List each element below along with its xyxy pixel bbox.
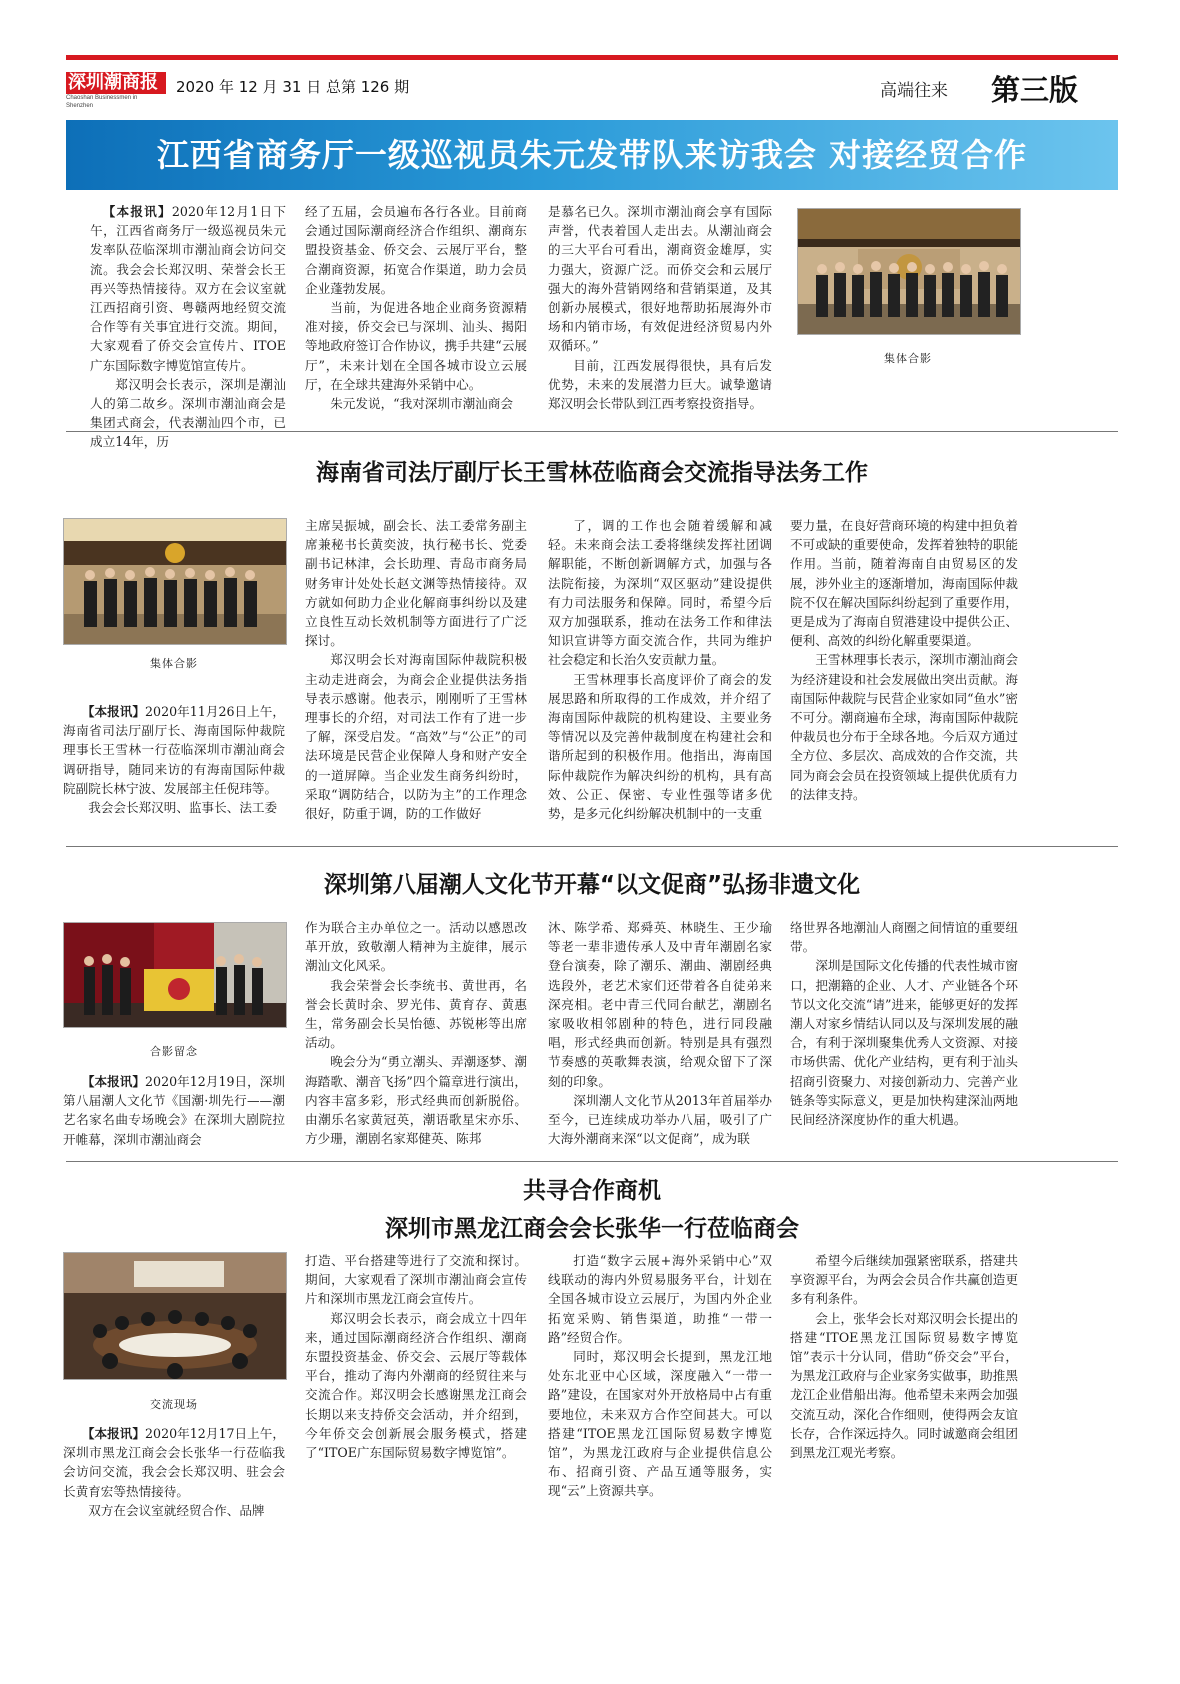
article3-para: 沐、陈学希、郑舜英、林晓生、王少瑜等老一辈非遗传承人及中青年潮剧名家登台演奏，除了潮乐、潮曲、潮剧经典选段外，老艺术家们还带着各自徒弟来深亮相。老中青三代同台献艺，潮剧名家吸收相邻剧种的特色，进行同段融唱，形式经典而创新。特别是具有强烈节奏感的英歌舞表演，给观众留下了深刻的印象。 (548, 920, 772, 1089)
article2-para: 我会会长郑汉明、监事长、法工委 (88, 800, 278, 816)
logo-en: Chaoshan Businessmen in Shenzhen (66, 95, 138, 109)
article3-photo (63, 922, 287, 1028)
article4-para: 同时，郑汉明会长提到，黑龙江地处东北亚中心区域，深度融入“一带一路”建设，在国家对外开放格局中占有重要地位，未来双方合作空间甚大。可以搭建“ITOE黑龙江国际贸易数字博览馆”，为黑龙江政府与企业提供信息公布、招商引资、产品互通等服务，实现“云”上资源共享。 (548, 1349, 772, 1499)
article1-col2 (305, 202, 527, 413)
page-number: 第三版 (991, 73, 1079, 107)
article2-para: 郑汉明会长对海南国际仲裁院积极主动走进商会，为商会企业提供法务指导表示感谢。他表示，刚刚听了王雪林理事长的介绍，对司法工作有了进一步了解，深受启发。“高效”与“公正”的司法环境是民营企业保障人身和财产安全的一道屏障。当企业发生商务纠纷时，采取“调防结合，以防为主”的工作理念很好，防重于调，防的工作做好 (305, 652, 527, 822)
article2-col2 (305, 516, 527, 823)
article1-caption: 集体合影 (884, 352, 932, 365)
article1-para: 朱元发说，“我对深圳市潮汕商会 (330, 396, 513, 412)
article4-para: 双方在会议室就经贸合作、品牌 (88, 1502, 265, 1518)
newspaper-logo (66, 72, 166, 109)
article1-para: 经了五届，会员遍布各行各业。目前商会通过国际潮商经济合作组织、潮商东盟投资基金、侨交会、云展厅平台，整合潮商资源，拓宽合作渠道，助力会员企业蓬勃发展。 (305, 204, 527, 296)
article4-caption: 交流现场 (150, 1398, 198, 1411)
article2-col3 (548, 516, 772, 823)
article2-para: 王雪林理事长高度评价了商会的发展思路和所取得的工作成效，并介绍了海南国际仲裁院的机构建设、主要业务等情况以及完善仲裁制度在构建社会和谐所起到的积极作用。他指出，海南国际仲裁院作为解决纠纷的机构，具有高效、公正、保密、专业性强等诸多优势，是多元化纠纷解决机制中的一支重 (548, 671, 772, 822)
article3-tag: 【本报讯】 (81, 1074, 146, 1089)
article3-para: 我会荣誉会长李统书、黄世再，名誉会长黄时余、罗光伟、黄育存、黄惠生，常务副会长吴怡德、苏锐彬等出席活动。 (305, 977, 527, 1051)
section-name: 高端往来 (880, 81, 948, 101)
article4-para: 郑汉明会长表示，商会成立十四年来，通过国际潮商经济合作组织、潮商东盟投资基金、侨交会、云展厅等载体平台，推动了海内外潮商的经贸往来与交流合作。郑汉明会长感谢黑龙江商会长期以来支持侨交会活动，并介绍到，今年侨交会创新展会服务模式，搭建了“ITOE广东国际贸易数字博览馆”。 (305, 1310, 527, 1461)
article2-para: 要力量，在良好营商环境的构建中担负着不可或缺的重要使命，发挥着独特的职能作用。当前，随着海南自由贸易区的发展，涉外业主的逐渐增加，海南国际仲裁院不仅在解决国际纠纷起到了重要作用，更是成为了海南自贸港建设中提供公正、便利、高效的纠纷化解重要渠道。 (790, 518, 1018, 649)
article3-col4 (790, 918, 1018, 1129)
article2-headline: 海南省司法厅副厅长王雪林莅临商会交流指导法务工作 (316, 460, 868, 486)
article2-tag: 【本报讯】 (81, 704, 146, 719)
article3-para: 2020年12月19日，深圳第八届潮人文化节《国潮·圳先行——潮艺名家名曲专场晚会》在深圳大剧院拉开帷幕，深圳市潮汕商会 (63, 1074, 285, 1147)
article2-para: 王雪林理事长表示，深圳市潮汕商会为经济建设和社会发展做出突出贡献。海南国际仲裁院与民营企业家如同“鱼水”密不可分。潮商遍布全球，海南国际仲裁院仲裁员也分布于全球各地。今后双方通过全方位、多层次、高成效的合作交流，共同为商会会员在投资领域上提供优质有力的法律支持。 (790, 652, 1018, 802)
article3-para: 深圳是国际文化传播的代表性城市窗口，把潮籍的企业、人才、产业链各个环节以文化交流“请”进来，能够更好的发挥潮人对家乡情结认同以及与深圳发展的融合，有利于深圳聚集优秀人文资源、对接市场供需、优化产业结构，更有利于汕头招商引资聚力、对接创新动力、完善产业链条等实际意义，更是加快构建深汕两地民间经济深度协作的重大机遇。 (790, 958, 1018, 1128)
article4-col2 (305, 1251, 527, 1462)
article3-col3 (548, 918, 772, 1148)
article1-tag: 【本报讯】 (102, 204, 172, 219)
divider (66, 846, 1118, 847)
article3-para: 晚会分为“勇立潮头、弄潮逐梦、潮海踏歌、潮音飞扬”四个篇章进行演出，内容丰富多彩，形式经典而创新脱俗。由潮乐名家黄冠英，潮语歌星宋亦乐、方少珊，潮剧名家郑健英、陈邦 (305, 1054, 527, 1147)
article3-headline: 深圳第八届潮人文化节开幕“以文促商”弘扬非遗文化 (323, 872, 861, 898)
article4-para: 希望今后继续加强紧密联系，搭建共享资源平台，为两会会员合作共赢创造更多有利条件。 (790, 1253, 1018, 1307)
divider (66, 1161, 1118, 1162)
article2-col4 (790, 516, 1018, 804)
article2-para: 了，调的工作也会随着缓解和减轻。未来商会法工委将继续发挥社团调解职能，不断创新调解方式，加强与各法院衔接，为深圳“双区驱动”建设提供有力司法服务和保障。同时，希望今后双方加强联系，推动在法务工作和律法知识宣讲等方面交流合作，共同为维护社会稳定和长治久安贡献力量。 (548, 518, 772, 668)
article3-para: 络世界各地潮汕人商圈之间情谊的重要纽带。 (790, 920, 1018, 955)
article4-para: 打造、平台搭建等进行了交流和探讨。期间，大家观看了深圳市潮汕商会宣传片和深圳市黑龙江商会宣传片。 (305, 1253, 527, 1307)
article4-col3 (548, 1251, 772, 1501)
article2-photo (63, 518, 287, 645)
article1-para: 是慕名已久。深圳市潮汕商会享有国际声誉，代表着国人走出去。从潮汕商会的三大平台可看出，潮商资金雄厚，实力强大，资源广泛。而侨交会和云展厅强大的海外营销网络和营销渠道，及其创新办展模式，很好地帮助拓展海外市场和内销市场，有效促进经济贸易内外双循环。” (548, 204, 772, 354)
banner-headline: 江西省商务厅一级巡视员朱元发带队来访我会 对接经贸合作 (66, 120, 1118, 190)
article1-col3 (548, 202, 772, 413)
article3-col1 (63, 1072, 285, 1149)
article1-para: 郑汉明会长表示，深圳是潮汕人的第二故乡。深圳市潮汕商会是集团式商会，代表潮汕四个市，已成立14年，历 (90, 376, 286, 450)
article4-headline-line1: 共寻合作商机 (523, 1178, 661, 1204)
article3-para: 深圳潮人文化节从2013年首届举办至今，已连续成功举办八届，吸引了广大海外潮商来深“以文促商”，成为联 (548, 1092, 772, 1147)
article1-col1 (90, 202, 286, 452)
article3-para: 作为联合主办单位之一。活动以感恩改革开放，致敬潮人精神为主旋律，展示潮汕文化风采。 (305, 920, 527, 974)
article1-para: 目前，江西发展得很快，具有后发优势，未来的发展潜力巨大。诚挚邀请郑汉明会长带队到江西考察投资指导。 (548, 357, 772, 412)
divider (66, 431, 1118, 432)
article4-photo (63, 1252, 287, 1380)
article1-para: 当前，为促进各地企业商务资源精准对接，侨交会已与深圳、汕头、揭阳等地政府签订合作协议，携手共建“云展厅”，未来计划在全国各城市设立云展厅，在全球共建海外采销中心。 (305, 300, 527, 392)
article2-col1 (63, 702, 285, 817)
article2-caption: 集体合影 (150, 657, 198, 670)
article3-col2 (305, 918, 527, 1148)
article3-caption: 合影留念 (150, 1045, 198, 1058)
logo-cn: 深圳潮商报 (66, 72, 166, 94)
article2-para: 2020年11月26日上午，海南省司法厅副厅长、海南国际仲裁院理事长王雪林一行莅临深圳市潮汕商会调研指导，随同来访的有海南国际仲裁院副院长林宁波、发展部主任倪玮等。 (63, 704, 285, 796)
article4-para: 打造“数字云展+海外采销中心”双线联动的海内外贸易服务平台，计划在全国各城市设立云展厅，为国内外企业拓宽采购、销售渠道，助推“一带一路”经贸合作。 (548, 1253, 772, 1345)
article4-tag: 【本报讯】 (81, 1426, 146, 1441)
article4-col1 (63, 1424, 285, 1520)
issue-line: 2020 年 12 月 31 日 总第 126 期 (176, 78, 410, 96)
article2-para: 主席吴振城，副会长、法工委常务副主席兼秘书长黄奕波，执行秘书长、党委副书记林津，会长助理、青岛市商务局财务审计处处长赵文渊等热情接待。双方就如何助力企业化解商事纠纷以及建立良性互动长效机制等方面进行了广泛探讨。 (305, 518, 527, 649)
masthead-rule (66, 55, 1118, 60)
article4-para: 会上，张华会长对郑汉明会长提出的搭建“ITOE黑龙江国际贸易数字博览馆”表示十分认同，借助“侨交会”平台，为黑龙江政府与企业家务实做事，助推黑龙江企业借船出海。他希望未来两会加强交流互动，深化合作细则，使得两会友谊长存，合作深远持久。同时诚邀商会组团到黑龙江观光考察。 (790, 1310, 1018, 1461)
article4-col4 (790, 1251, 1018, 1462)
article4-headline-line2: 深圳市黑龙江商会会长张华一行莅临商会 (385, 1216, 799, 1242)
article1-para: 2020年12月1日下午，江西省商务厅一级巡视员朱元发率队莅临深圳市潮汕商会访问交流。我会会长郑汉明、荣誉会长王再兴等热情接待。双方在会议室就江西招商引资、粤赣两地经贸交流合作等有关事宜进行交流。期间，大家观看了侨交会宣传片、ITOE广东国际数字博览馆宣传片。 (90, 204, 287, 373)
article4-para: 2020年12月17日上午，深圳市黑龙江商会会长张华一行莅临我会访问交流，我会会长郑汉明、驻会会长黄育宏等热情接待。 (63, 1426, 285, 1499)
article1-photo (797, 208, 1021, 335)
